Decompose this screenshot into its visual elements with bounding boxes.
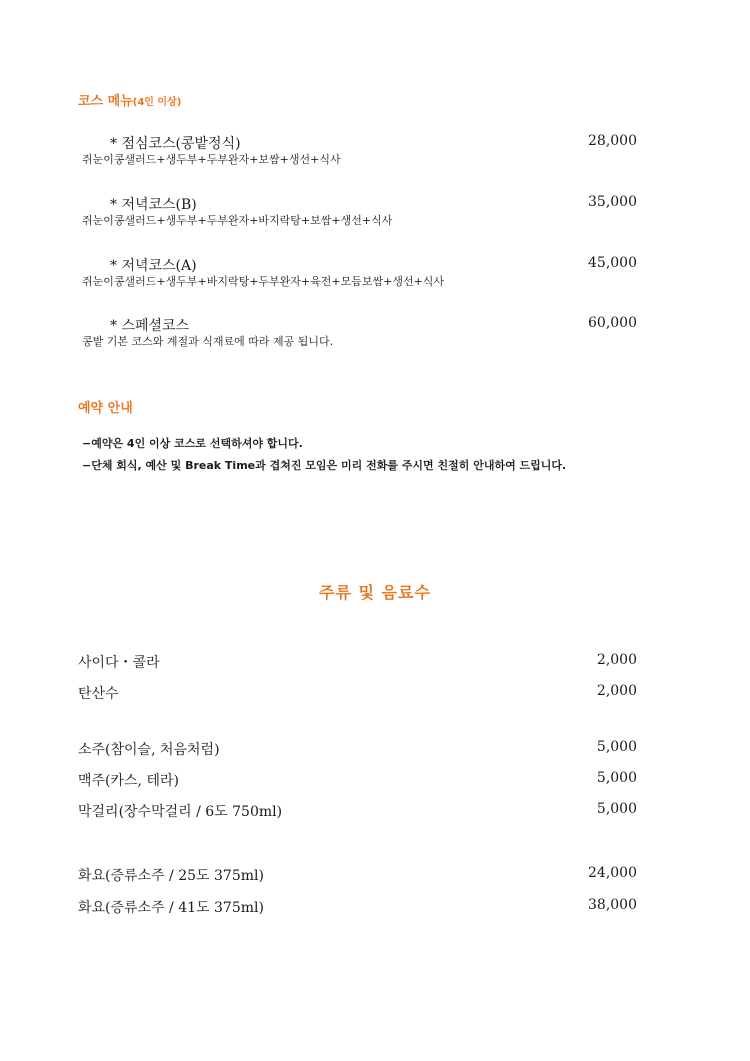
course-description: 콩밭 기본 코스와 계절과 식재료에 따라 제공 됩니다. — [82, 335, 334, 348]
reservation-notice — [82, 433, 657, 477]
course-description: 쥐눈이콩샐러드+생두부+바지락탕+두부완자+육전+모듬보쌈+생선+식사 — [82, 275, 445, 288]
course-name: * 점심코스(콩밭정식) — [110, 136, 241, 152]
drink-price: 5,000 — [596, 770, 637, 786]
reservation-heading: 예약 안내 — [78, 401, 133, 416]
course-name: * 저녁코스(B) — [110, 197, 197, 213]
reservation-line-1: −예약은 4인 이상 코스로 선택하셔야 합니다. — [82, 437, 303, 450]
drink-name: 화요(증류소주 / 25도 375ml) — [78, 868, 264, 884]
course-name: * 스페셜코스 — [110, 318, 190, 334]
drink-price: 38,000 — [588, 897, 637, 913]
course-menu-subtitle: (4인 이상) — [132, 97, 182, 108]
drink-item — [0, 770, 750, 790]
course-menu-title: 코스 메뉴 — [78, 94, 133, 109]
drink-price: 5,000 — [596, 739, 637, 755]
drink-name: 소주(참이슬, 처음처럼) — [78, 742, 220, 758]
drink-price: 2,000 — [596, 652, 637, 668]
drink-name: 화요(증류소주 / 41도 375ml) — [78, 900, 264, 916]
course-price: 60,000 — [588, 315, 637, 331]
drink-name: 탄산수 — [78, 686, 119, 702]
course-name: * 저녁코스(A) — [110, 258, 197, 274]
drink-item — [0, 652, 750, 672]
drink-price: 2,000 — [596, 683, 637, 699]
drink-name: 사이다・콜라 — [78, 655, 160, 671]
drink-item — [0, 897, 750, 917]
drinks-heading: 주류 및 음료수 — [319, 583, 431, 602]
drink-item — [0, 865, 750, 885]
drink-price: 24,000 — [588, 865, 637, 881]
drink-item — [0, 739, 750, 759]
drink-item — [0, 683, 750, 703]
reservation-line-2: −단체 회식, 예산 및 Break Time과 겹쳐진 모임은 미리 전화를 주시면 친절히 안내하여 드립니다. — [82, 459, 567, 472]
course-price: 35,000 — [588, 194, 637, 210]
drink-name: 맥주(카스, 테라) — [78, 773, 179, 789]
course-description: 쥐눈이콩샐러드+생두부+두부완자+바지락탕+보쌈+생선+식사 — [82, 214, 393, 227]
course-menu-heading — [78, 90, 181, 109]
course-price: 45,000 — [588, 255, 637, 271]
course-description: 쥐눈이콩샐러드+생두부+두부완자+보쌈+생선+식사 — [82, 153, 341, 166]
course-price: 28,000 — [588, 133, 637, 149]
drink-item — [0, 801, 750, 821]
drink-price: 5,000 — [596, 801, 637, 817]
drink-name: 막걸리(장수막걸리 / 6도 750ml) — [78, 804, 283, 820]
